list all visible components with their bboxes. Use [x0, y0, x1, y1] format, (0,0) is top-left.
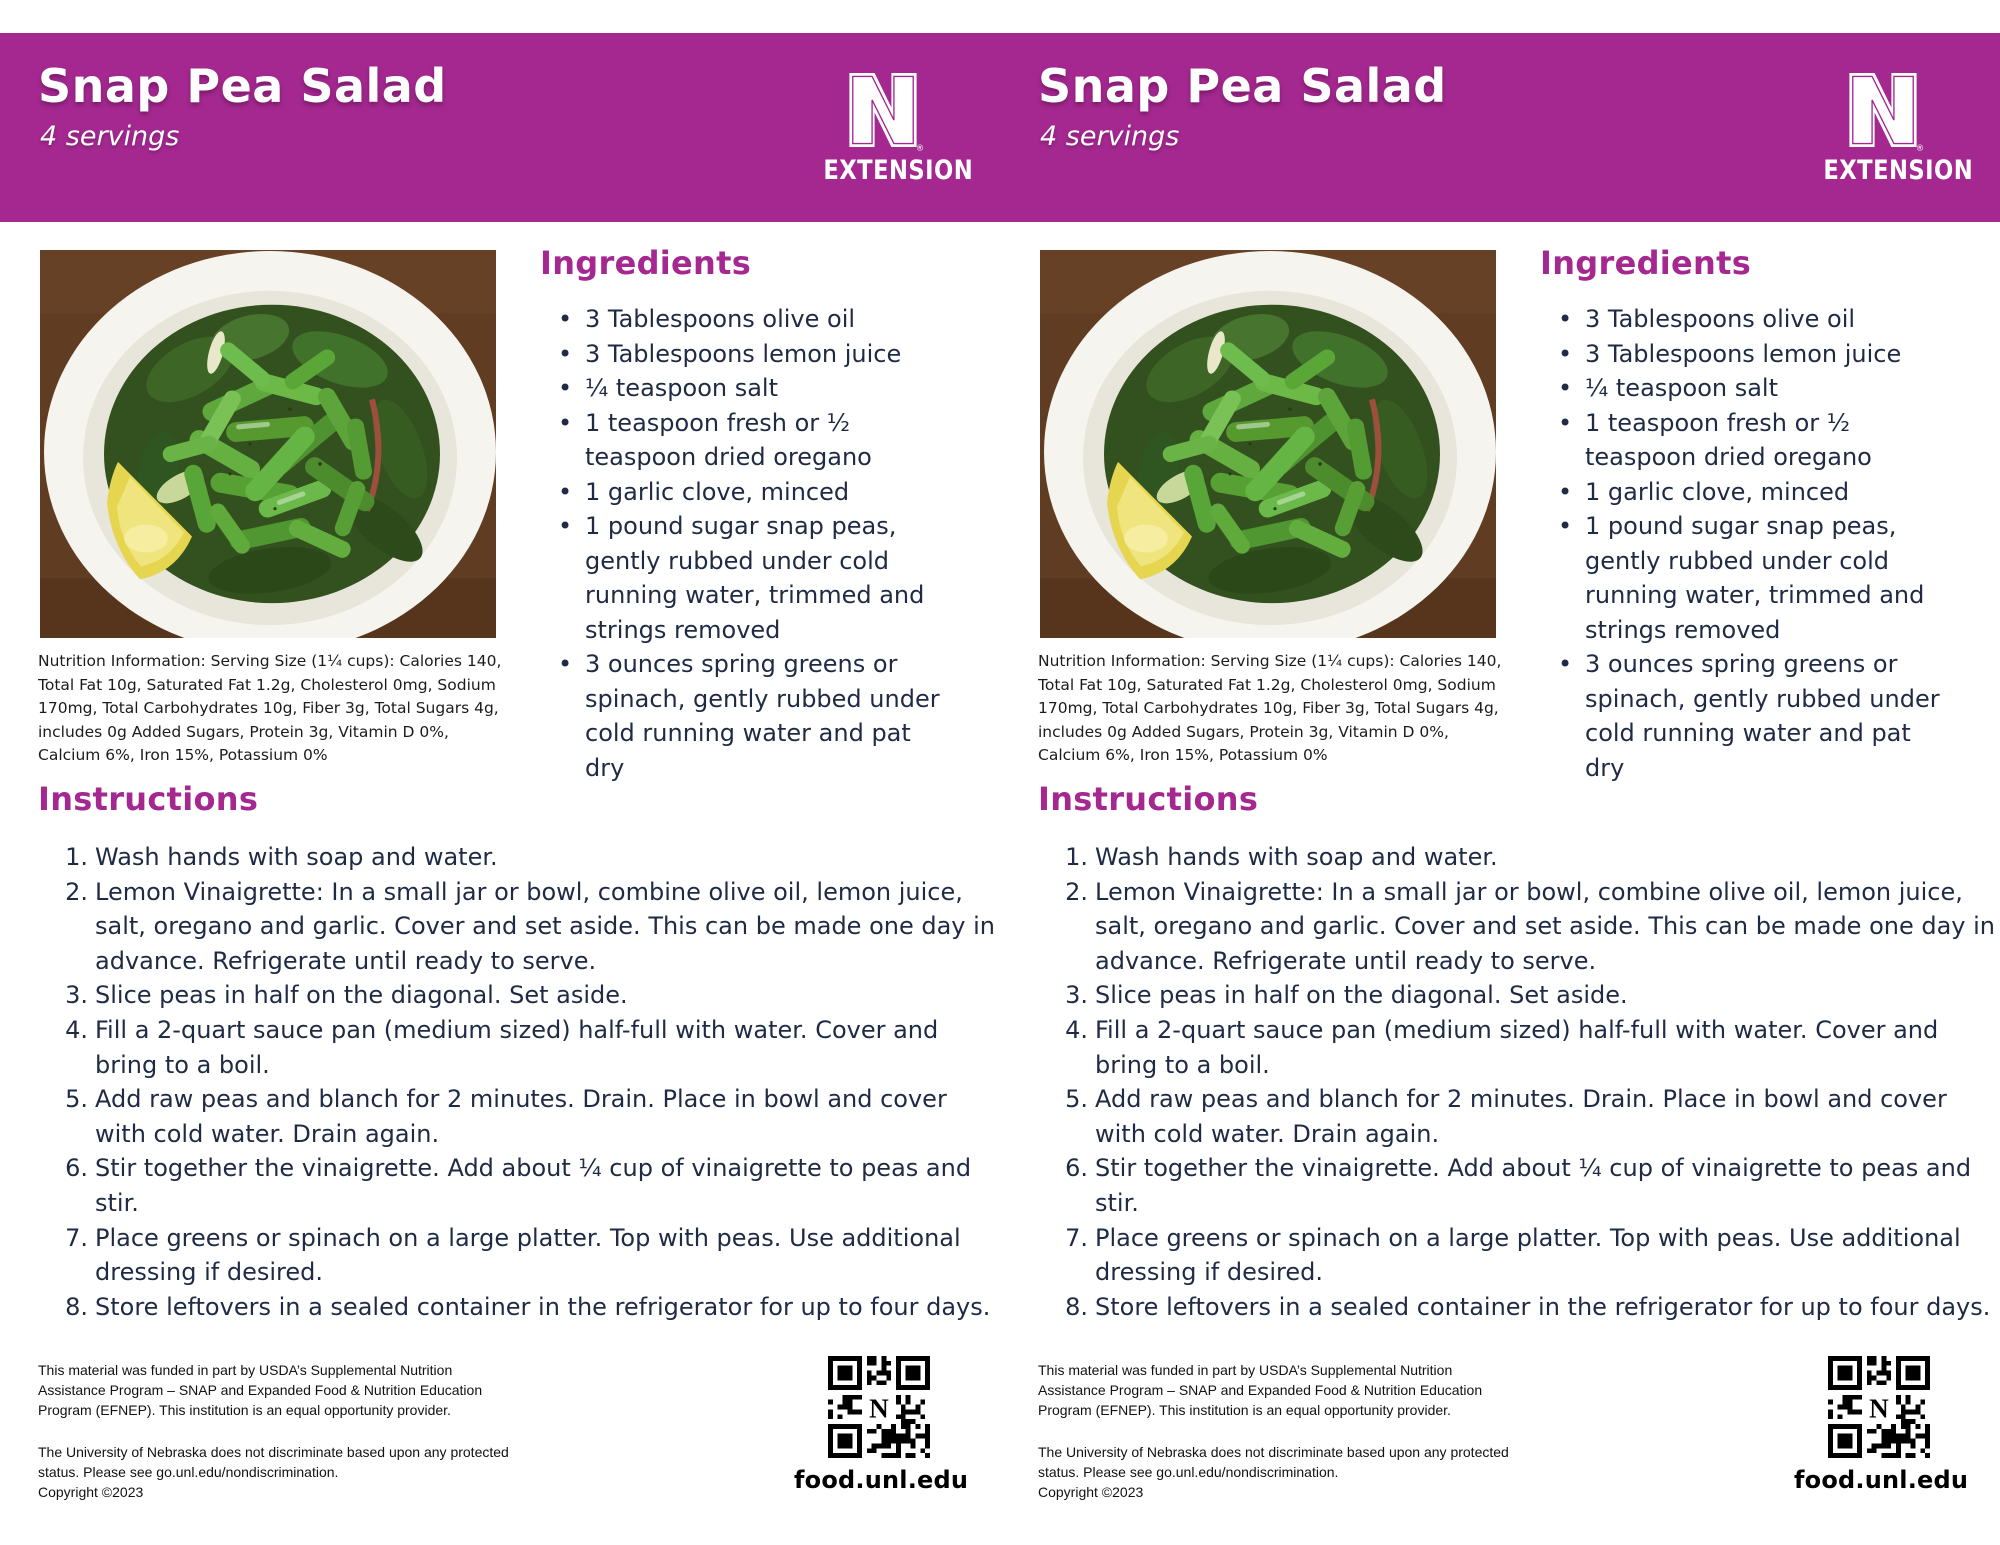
salad-photo — [1040, 250, 1496, 638]
ingredient-item: • 1 garlic clove, minced — [1540, 475, 1942, 510]
instruction-step: Place greens or spinach on a large platter. Top with peas. Use additional dressing if desired. — [1095, 1223, 1961, 1287]
footer-text — [38, 1360, 510, 1502]
instructions-list — [1038, 840, 2000, 1324]
ingredients-list — [1540, 302, 1942, 785]
nebraska-n-icon — [1841, 67, 1925, 153]
instruction-step: Slice peas in half on the diagonal. Set aside. — [1095, 981, 1628, 1010]
copyright-notice: Copyright ©2023 — [38, 1484, 144, 1500]
instruction-step: Wash hands with soap and water. — [1095, 843, 1498, 871]
qr-code — [1828, 1356, 1930, 1458]
footer-text — [1038, 1360, 1510, 1502]
instruction-step: Add raw peas and blanch for 2 minutes. Drain. Place in bowl and cover with cold water. Drain again. — [1095, 1085, 1947, 1148]
svg-text:N: N — [869, 1393, 889, 1424]
servings-label: 4 servings — [1040, 121, 1180, 152]
extension-wordmark: EXTENSION — [1823, 155, 1974, 186]
salad-photo — [40, 250, 496, 638]
ingredient-item: • 1 pound sugar snap peas, gently rubbed under cold running water, trimmed and strings removed — [1540, 509, 1942, 647]
instruction-step: Lemon Vinaigrette: In a small jar or bowl, combine olive oil, lemon juice, salt, oregano and garlic. Cover and set aside. This can be made one day in advance. Refrigerate until ready to serve. — [1095, 877, 1996, 975]
instruction-step: Wash hands with soap and water. — [95, 843, 498, 871]
ingredients-section — [540, 244, 980, 785]
website-url: food.unl.edu — [1794, 1466, 1969, 1494]
copyright-notice: Copyright ©2023 — [1038, 1484, 1144, 1500]
instructions-list — [38, 840, 1000, 1324]
instruction-step: Stir together the vinaigrette. Add about ¼ cup of vinaigrette to peas and stir. — [1095, 1154, 1972, 1217]
svg-text:N: N — [1869, 1393, 1889, 1424]
instruction-step: Slice peas in half on the diagonal. Set aside. — [95, 981, 628, 1010]
ingredient-item: • 3 Tablespoons lemon juice — [1540, 337, 1942, 372]
svg-text:®: ® — [915, 143, 925, 153]
servings-label: 4 servings — [40, 121, 180, 152]
ingredient-item: • 1 teaspoon fresh or ½ teaspoon dried oregano — [1540, 406, 1942, 475]
header-banner — [0, 33, 1000, 222]
svg-text:®: ® — [1915, 143, 1925, 153]
ingredient-item: • 3 Tablespoons olive oil — [540, 302, 942, 337]
funding-statement: This material was funded in part by USDA’s Supplemental Nutrition Assistance Program – SNAP and Expanded Food & Nutrition Education Program (EFNEP). This institution is an equal opportunity provider. — [1038, 1362, 1483, 1418]
instructions-heading: Instructions — [38, 780, 259, 818]
instruction-step: Lemon Vinaigrette: In a small jar or bowl, combine olive oil, lemon juice, salt, oregano and garlic. Cover and set aside. This can be made one day in advance. Refrigerate until ready to serve. — [95, 877, 996, 975]
page-title: Snap Pea Salad — [1038, 59, 1447, 113]
ingredient-item: • ¼ teaspoon salt — [540, 371, 942, 406]
nondiscrimination-statement: The University of Nebraska does not discriminate based upon any protected status. Please see go.unl.edu/nondiscrimination. — [38, 1444, 509, 1480]
ingredients-heading: Ingredients — [1540, 244, 1752, 282]
header-banner — [1000, 33, 2000, 222]
instruction-step: Add raw peas and blanch for 2 minutes. Drain. Place in bowl and cover with cold water. Drain again. — [95, 1085, 947, 1148]
footer-qr-block — [794, 1356, 969, 1494]
website-url: food.unl.edu — [794, 1466, 969, 1494]
ingredient-item: • 3 Tablespoons olive oil — [1540, 302, 1942, 337]
page-title: Snap Pea Salad — [38, 59, 447, 113]
ingredient-item: • 3 ounces spring greens or spinach, gently rubbed under cold running water and pat dry — [1540, 647, 1942, 785]
ingredients-section — [1540, 244, 1980, 785]
ingredient-item: • 3 Tablespoons lemon juice — [540, 337, 942, 372]
ingredient-item: • 3 ounces spring greens or spinach, gently rubbed under cold running water and pat dry — [540, 647, 942, 785]
nebraska-extension-logo — [812, 67, 974, 186]
footer-qr-block — [1794, 1356, 1969, 1494]
nutrition-info: Nutrition Information: Serving Size (1¼ cups): Calories 140, Total Fat 10g, Saturated Fat 1.2g, Cholesterol 0mg, Sodium 170mg, Total Carbohydrates 10g, Fiber 3g, Total Sugars 4g, includes 0g Added Sugars, Protein 3g, Vitamin D 0%, Calcium 6%, Iron 15%, Potassium 0% — [1038, 652, 1502, 764]
instruction-step: Stir together the vinaigrette. Add about ¼ cup of vinaigrette to peas and stir. — [95, 1154, 972, 1217]
instruction-step: Fill a 2-quart sauce pan (medium sized) half-full with water. Cover and bring to a boil. — [1095, 1015, 1939, 1079]
recipe-card — [1000, 0, 2000, 1545]
instruction-step: Store leftovers in a sealed container in the refrigerator for up to four days. — [1095, 1292, 1991, 1321]
instructions-section — [1038, 780, 2000, 1324]
nutrition-info: Nutrition Information: Serving Size (1¼ cups): Calories 140, Total Fat 10g, Saturated Fat 1.2g, Cholesterol 0mg, Sodium 170mg, Total Carbohydrates 10g, Fiber 3g, Total Sugars 4g, includes 0g Added Sugars, Protein 3g, Vitamin D 0%, Calcium 6%, Iron 15%, Potassium 0% — [38, 652, 502, 764]
ingredients-heading: Ingredients — [540, 244, 752, 282]
instruction-step: Fill a 2-quart sauce pan (medium sized) half-full with water. Cover and bring to a boil. — [95, 1015, 939, 1079]
ingredients-list — [540, 302, 942, 785]
instructions-heading: Instructions — [1038, 780, 1259, 818]
nebraska-extension-logo — [1812, 67, 1974, 186]
funding-statement: This material was funded in part by USDA’s Supplemental Nutrition Assistance Program – SNAP and Expanded Food & Nutrition Education Program (EFNEP). This institution is an equal opportunity provider. — [38, 1362, 483, 1418]
instructions-section — [38, 780, 1000, 1324]
ingredient-item: • 1 teaspoon fresh or ½ teaspoon dried oregano — [540, 406, 942, 475]
nebraska-n-icon — [841, 67, 925, 153]
instruction-step: Store leftovers in a sealed container in the refrigerator for up to four days. — [95, 1292, 991, 1321]
ingredient-item: • 1 garlic clove, minced — [540, 475, 942, 510]
qr-code — [828, 1356, 930, 1458]
instruction-step: Place greens or spinach on a large platter. Top with peas. Use additional dressing if desired. — [95, 1223, 961, 1287]
extension-wordmark: EXTENSION — [823, 155, 974, 186]
nondiscrimination-statement: The University of Nebraska does not discriminate based upon any protected status. Please see go.unl.edu/nondiscrimination. — [1038, 1444, 1509, 1480]
ingredient-item: • ¼ teaspoon salt — [1540, 371, 1942, 406]
ingredient-item: • 1 pound sugar snap peas, gently rubbed under cold running water, trimmed and strings removed — [540, 509, 942, 647]
